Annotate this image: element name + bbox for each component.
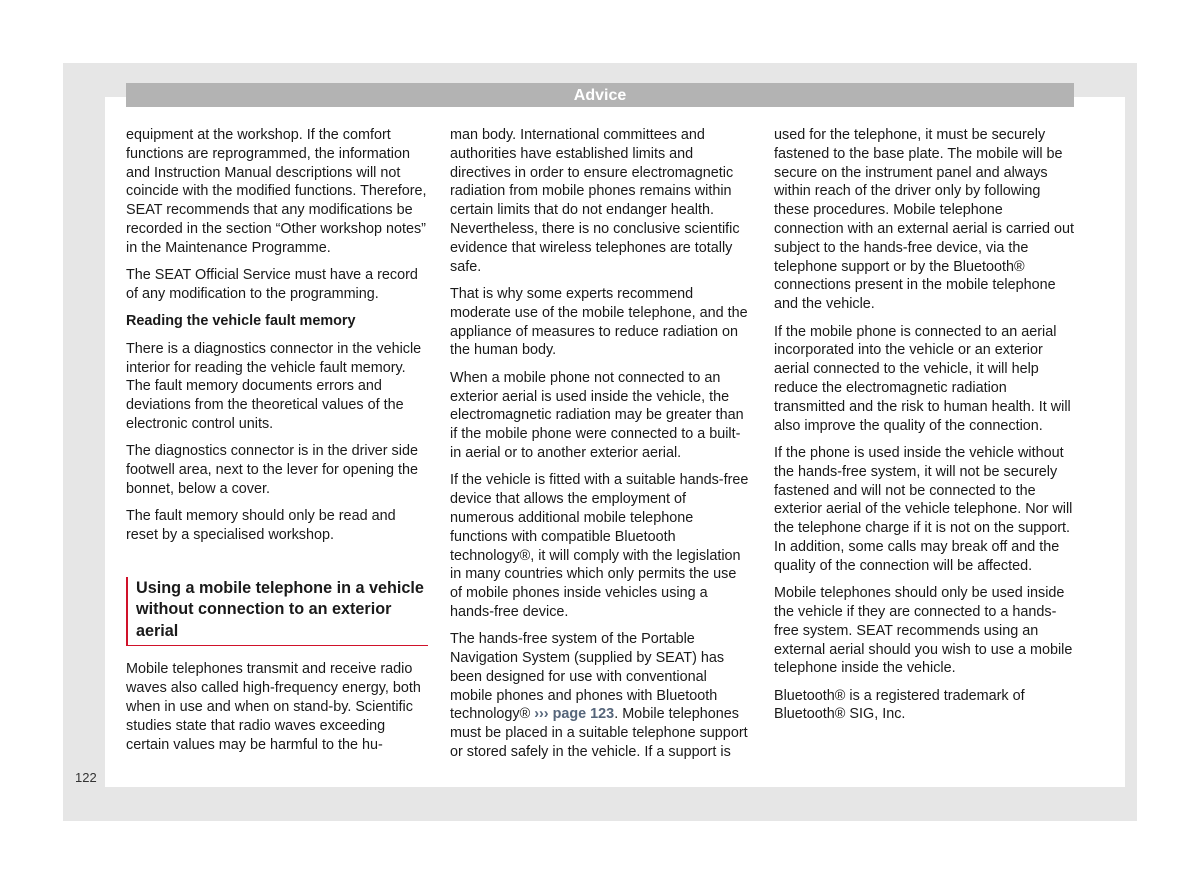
text-column-1 bbox=[126, 126, 428, 763]
paragraph: When a mobile phone not connected to an exterior aerial is used inside the vehicle, the electromagnetic radiation may be greater than if the mobile phone were connected to a built-in aerial or to another exterior aerial. bbox=[450, 369, 744, 461]
subheading-fault-memory: Reading the vehicle fault memory bbox=[126, 313, 356, 330]
section-title: Using a mobile telephone in a vehicle without connection to an exterior aerial bbox=[136, 578, 424, 640]
paragraph: Mobile telephones should only be used inside the vehicle if they are connected to a hands-free system. SEAT recommends using an external aerial should you wish to use a mobile telephone inside the vehicle. bbox=[774, 585, 1073, 677]
paragraph-text: The hands-free system of the Portable Navigation System (supplied by SEAT) has been designed for use with conventional mobile phones and phones with Bluetooth technology® bbox=[450, 631, 725, 723]
paragraph: man body. International committees and authorities have established limits and directives in order to ensure electromagnetic radiation from mobile phones remains within certain limits that do not endanger health. Nevertheless, there is no conclusive scientific evidence that wireless telephones are totally safe. bbox=[450, 127, 740, 275]
page-reference-link[interactable]: ››› page 123 bbox=[534, 706, 615, 723]
paragraph: The fault memory should only be read and reset by a specialised workshop. bbox=[126, 508, 396, 544]
paragraph: That is why some experts recommend moderate use of the mobile telephone, and the appliance of measures to reduce radiation on the human body. bbox=[450, 285, 748, 359]
paragraph: Bluetooth® is a registered trademark of Bluetooth® SIG, Inc. bbox=[774, 687, 1025, 723]
paragraph: If the phone is used inside the vehicle without the hands-free system, it will not be securely fastened and will not be connected to the exterior aerial of the vehicle telephone. Nor will the telephone charge if it is not on the support. In addition, some calls may break off and the quality of the connection will be affected. bbox=[774, 444, 1073, 574]
text-column-2 bbox=[450, 126, 750, 770]
text-column-3 bbox=[774, 126, 1076, 733]
page-number: 122 bbox=[75, 770, 97, 785]
paragraph: Mobile telephones transmit and receive radio waves also called high-frequency energy, both when in use and when on stand-by. Scientific studies state that radio waves exceeding certain values may be harmful to the hu- bbox=[126, 661, 421, 753]
paragraph-text: . Mobile telephones must be placed in a suitable telephone support or stored safely in the vehicle. If a support is bbox=[450, 706, 748, 761]
paragraph: If the mobile phone is connected to an aerial incorporated into the vehicle or an exterior aerial connected to the vehicle, it will help reduce the electromagnetic radiation transmitted and the risk to human health. It will also improve the quality of the connection. bbox=[774, 323, 1071, 434]
paragraph: The SEAT Official Service must have a record of any modification to the programming. bbox=[126, 267, 418, 302]
paragraph: The diagnostics connector is in the driver side footwell area, next to the lever for opening the bonnet, below a cover. bbox=[126, 443, 418, 497]
paragraph: used for the telephone, it must be securely fastened to the base plate. The mobile will be secure on the instrument panel and always within reach of the driver only by following these procedures. Mobile telephone connection with an external aerial is carried out subject to the hands-free device, via the telephone support or by the Bluetooth® connections present in the mobile telephone and the vehicle. bbox=[774, 127, 1074, 313]
section-header-bar: Advice bbox=[126, 83, 1074, 107]
paragraph: There is a diagnostics connector in the vehicle interior for reading the vehicle fault memory. The fault memory documents errors and deviations from the theoretical values of the electronic control units. bbox=[126, 340, 422, 432]
paragraph bbox=[450, 630, 750, 762]
section-heading-box bbox=[126, 577, 428, 647]
paragraph: If the vehicle is fitted with a suitable hands-free device that allows the employment of numerous additional mobile telephone functions with compatible Bluetooth technology®, it will comply with the legislation in many countries which only permits the use of mobile phones inside vehicles using a hands-free device. bbox=[450, 472, 749, 620]
paragraph: equipment at the workshop. If the comfort functions are reprogrammed, the information and Instruction Manual descriptions will not coincide with the modified functions. Therefore, SEAT recommends that any modifications be recorded in the section “Other workshop notes” in the Maintenance Programme. bbox=[126, 127, 427, 256]
